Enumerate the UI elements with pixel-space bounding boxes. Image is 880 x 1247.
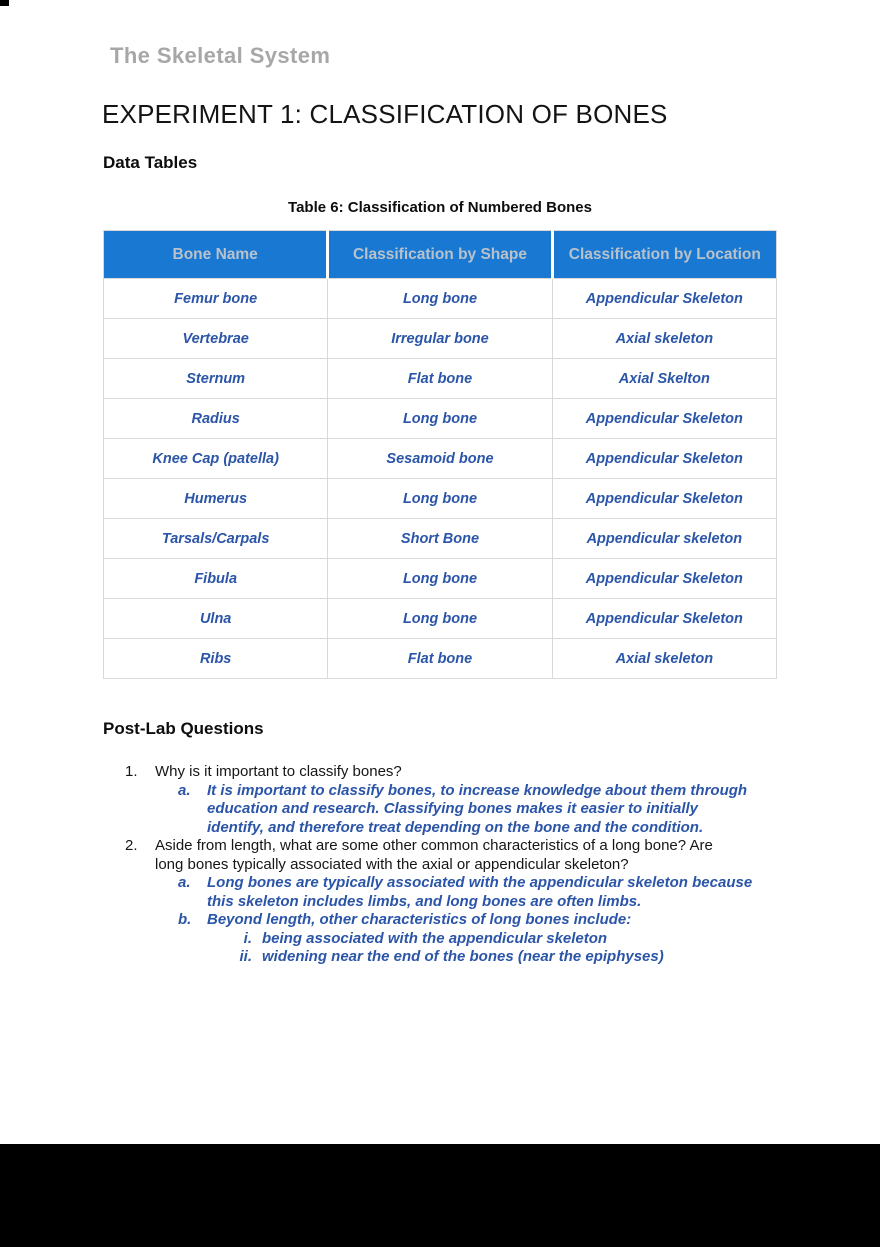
table-cell: Long bone bbox=[328, 279, 552, 319]
document-title: The Skeletal System bbox=[110, 43, 331, 68]
experiment-heading: EXPERIMENT 1: CLASSIFICATION OF BONES bbox=[102, 99, 668, 129]
table-row bbox=[104, 559, 777, 599]
table-cell: Long bone bbox=[328, 559, 552, 599]
table-cell: Fibula bbox=[104, 559, 328, 599]
table-cell: Appendicular Skeleton bbox=[552, 559, 776, 599]
table-row bbox=[104, 479, 777, 519]
table-cell: Long bone bbox=[328, 599, 552, 639]
answer-2b-i bbox=[226, 930, 746, 949]
answer-text: Long bones are typically associated with the appendicular skeleton because this skeleton includes limbs, and long bones are often limbs. bbox=[207, 874, 753, 910]
table-cell: Ribs bbox=[104, 639, 328, 679]
table-cell: Sternum bbox=[104, 359, 328, 399]
table-cell: Appendicular Skeleton bbox=[552, 439, 776, 479]
answer-text: Beyond length, other characteristics of long bones include: bbox=[207, 911, 632, 928]
answer-2b-ii bbox=[226, 948, 746, 967]
answer-text: It is important to classify bones, to increase knowledge about them through education and research. Classifying bones makes it easier to initially identify, and therefore treat depending on the bone and the condition. bbox=[207, 781, 748, 836]
column-header-classification-shape: Classification by Shape bbox=[328, 231, 552, 279]
table-cell: Flat bone bbox=[328, 359, 552, 399]
question-text: Aside from length, what are some other common characteristics of a long bone? Are long bones typically associated with the axial or appendicular skeleton? bbox=[155, 837, 713, 873]
table-row bbox=[104, 359, 777, 399]
table-cell: Appendicular Skeleton bbox=[552, 399, 776, 439]
table-cell: Radius bbox=[104, 399, 328, 439]
answer-2b bbox=[178, 911, 753, 930]
answer-marker: b. bbox=[178, 911, 192, 928]
sub-answer-marker: ii. bbox=[239, 948, 252, 965]
question-number: 2. bbox=[125, 837, 138, 854]
answer-marker: a. bbox=[178, 781, 191, 799]
table-cell: Long bone bbox=[328, 479, 552, 519]
section-heading-postlab: Post-Lab Questions bbox=[103, 719, 264, 738]
question-text: Why is it important to classify bones? bbox=[155, 763, 402, 780]
answer-2a bbox=[178, 874, 753, 911]
table-cell: Appendicular skeleton bbox=[552, 519, 776, 559]
table-row bbox=[104, 639, 777, 679]
table-cell: Axial Skelton bbox=[552, 359, 776, 399]
table-cell: Irregular bone bbox=[328, 319, 552, 359]
table-row bbox=[104, 439, 777, 479]
table-row bbox=[104, 519, 777, 559]
answer-1a bbox=[178, 782, 753, 838]
table-cell: Appendicular Skeleton bbox=[552, 599, 776, 639]
table-cell: Ulna bbox=[104, 599, 328, 639]
answer-marker: a. bbox=[178, 874, 191, 891]
table-cell: Sesamoid bone bbox=[328, 439, 552, 479]
question-2 bbox=[125, 837, 740, 874]
table-cell: Axial skeleton bbox=[552, 319, 776, 359]
table-row bbox=[104, 399, 777, 439]
corner-mark bbox=[0, 0, 9, 6]
question-1 bbox=[125, 763, 740, 782]
table-cell: Humerus bbox=[104, 479, 328, 519]
bones-table bbox=[103, 230, 777, 679]
table-cell: Appendicular Skeleton bbox=[552, 479, 776, 519]
table-row bbox=[104, 279, 777, 319]
bones-table-body bbox=[104, 279, 777, 679]
sub-answer-text: being associated with the appendicular skeleton bbox=[262, 929, 608, 947]
table-cell: Short Bone bbox=[328, 519, 552, 559]
table-cell: Axial skeleton bbox=[552, 639, 776, 679]
table-caption: Table 6: Classification of Numbered Bones bbox=[288, 199, 592, 216]
table-row bbox=[104, 599, 777, 639]
header-row bbox=[104, 231, 777, 279]
table-cell: Long bone bbox=[328, 399, 552, 439]
column-header-classification-location: Classification by Location bbox=[552, 231, 776, 279]
bones-table-header bbox=[104, 231, 777, 279]
table-row bbox=[104, 319, 777, 359]
sub-answer-text: widening near the end of the bones (near the epiphyses) bbox=[262, 948, 664, 965]
sub-answer-marker: i. bbox=[243, 929, 252, 947]
table-cell: Knee Cap (patella) bbox=[104, 439, 328, 479]
table-cell: Vertebrae bbox=[104, 319, 328, 359]
table-cell: Tarsals/Carpals bbox=[104, 519, 328, 559]
table-cell: Femur bone bbox=[104, 279, 328, 319]
table-cell: Flat bone bbox=[328, 639, 552, 679]
footer-black-bar bbox=[0, 1144, 880, 1247]
table-cell: Appendicular Skeleton bbox=[552, 279, 776, 319]
section-heading-data-tables: Data Tables bbox=[103, 153, 198, 172]
question-list bbox=[0, 763, 880, 967]
question-number: 1. bbox=[125, 763, 138, 780]
column-header-bone-name: Bone Name bbox=[104, 231, 328, 279]
